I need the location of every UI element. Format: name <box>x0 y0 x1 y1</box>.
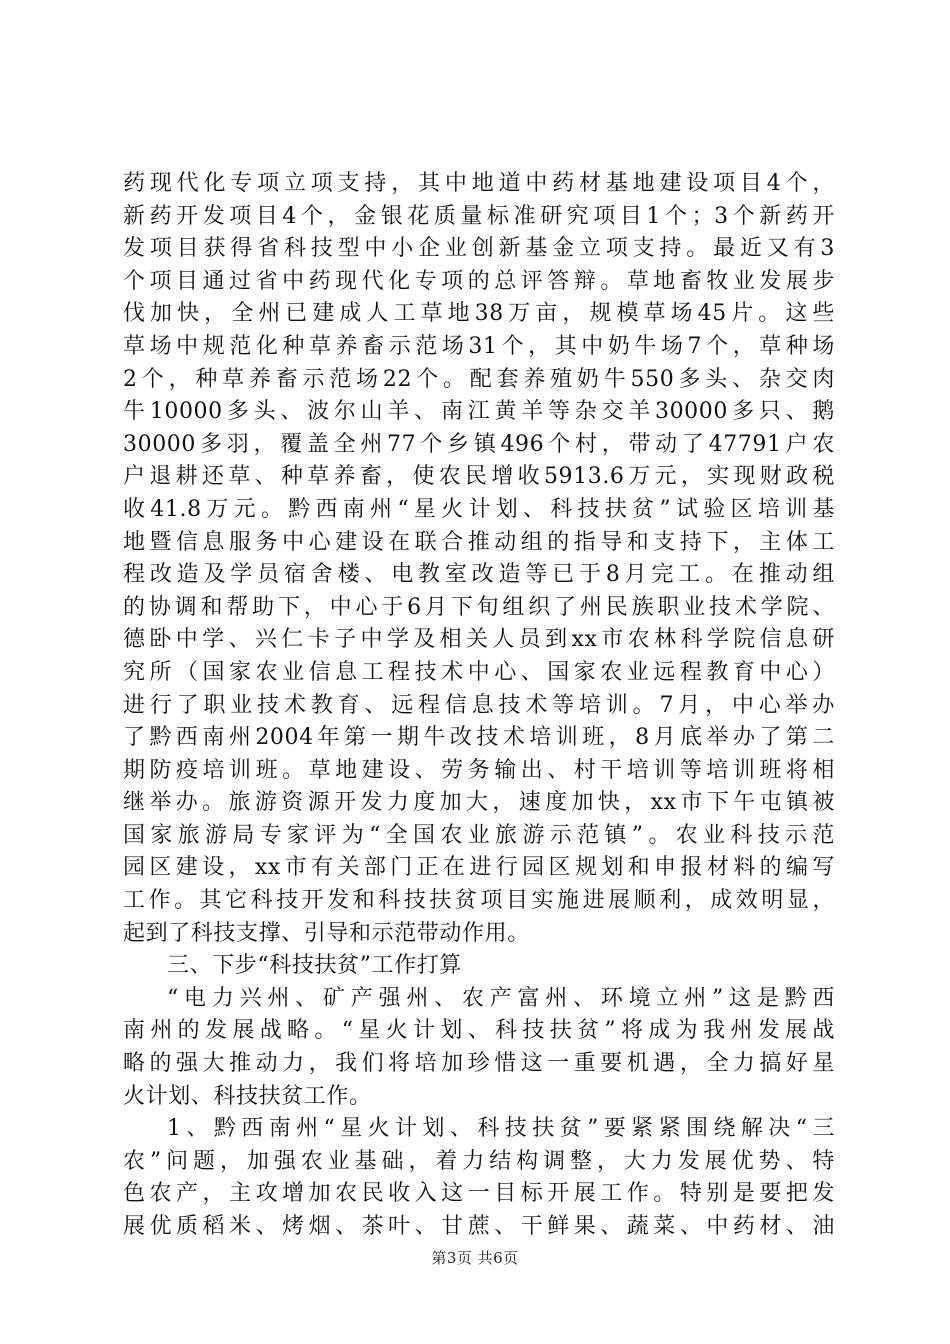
body-text <box>123 168 835 1244</box>
text-line: 火计划、科技扶贫工作。 <box>123 1083 372 1109</box>
text-line: 牛10000多头、波尔山羊、南江黄羊等杂交羊30000多只、鹅 <box>123 399 835 425</box>
page-number-label: 第3页 共6页 <box>431 1249 519 1267</box>
text-line: 色农产，主攻增加农民收入这一目标开展工作。特别是要把发 <box>123 1181 835 1207</box>
text-line: 个项目通过省中药现代化专项的总评答辩。草地畜牧业发展步 <box>123 268 835 294</box>
text-line: 工作。其它科技开发和科技扶贫项目实施进展顺利，成效明显， <box>123 888 835 914</box>
text-line: 略的强大推动力，我们将培加珍惜这一重要机遇，全力搞好星 <box>123 1051 835 1077</box>
page-footer <box>0 1247 950 1268</box>
text-line: 农”问题，加强农业基础，着力结构调整，大力发展优势、特 <box>123 1148 835 1174</box>
text-line: 发项目获得省科技型中小企业创新基金立项支持。最近又有3 <box>123 236 835 262</box>
text-line: 30000多羽，覆盖全州77个乡镇496个村，带动了47791户农 <box>123 431 835 457</box>
section-heading: 三、下步“科技扶贫”工作打算 <box>167 953 462 979</box>
text-line: 户退耕还草、种草养畜，使农民增收5913.6万元，实现财政税 <box>123 464 835 490</box>
text-line: 1、黔西南州“星火计划、科技扶贫”要紧紧围绕解决“三 <box>167 1116 835 1142</box>
text-line: 国家旅游局专家评为“全国农业旅游示范镇”。农业科技示范 <box>123 822 835 848</box>
text-line: 继举办。旅游资源开发力度加大，速度加快，xx市下午屯镇被 <box>123 790 835 816</box>
text-line: 药现代化专项立项支持，其中地道中药材基地建设项目4个， <box>123 171 835 196</box>
text-line: 收41.8万元。黔西南州“星火计划、科技扶贫”试验区培训基 <box>123 496 835 522</box>
text-line: 程改造及学员宿舍楼、电教室改造等已于8月完工。在推动组 <box>123 562 835 588</box>
text-line: 草场中规范化种草养畜示范场31个，其中奶牛场7个，草种场 <box>123 333 835 359</box>
text-line: 伐加快，全州已建成人工草地38万亩，规模草场45片。这些 <box>123 301 835 327</box>
text-line: 南州的发展战略。“星火计划、科技扶贫”将成为我州发展战 <box>123 1018 835 1044</box>
text-line: 期防疫培训班。草地建设、劳务输出、村干培训等培训班将相 <box>123 757 835 783</box>
text-line: 究所（国家农业信息工程技术中心、国家农业远程教育中心） <box>123 659 835 685</box>
text-line: 园区建设，xx市有关部门正在进行园区规划和申报材料的编写 <box>123 855 835 881</box>
text-line: 的协调和帮助下，中心于6月下旬组织了州民族职业技术学院、 <box>123 594 835 620</box>
text-line: 地暨信息服务中心建设在联合推动组的指导和支持下，主体工 <box>123 529 835 555</box>
text-line: 起到了科技支撑、引导和示范带动作用。 <box>123 920 530 946</box>
text-line: 了黔西南州2004年第一期牛改技术培训班，8月底举办了第二 <box>123 725 835 751</box>
text-line: 德卧中学、兴仁卡子中学及相关人员到xx市农林科学院信息研 <box>123 627 835 653</box>
text-line: 进行了职业技术教育、远程信息技术等培训。7月，中心举办 <box>123 692 835 718</box>
text-line: 展优质稻米、烤烟、茶叶、甘蔗、干鲜果、蔬菜、中药材、油 <box>123 1214 835 1239</box>
text-line: 新药开发项目4个，金银花质量标准研究项目1个；3个新药开 <box>123 203 835 229</box>
text-line: “电力兴州、矿产强州、农产富州、环境立州”这是黔西 <box>167 985 835 1011</box>
text-line: 2个，种草养畜示范场22个。配套养殖奶牛550多头、杂交肉 <box>123 366 835 392</box>
